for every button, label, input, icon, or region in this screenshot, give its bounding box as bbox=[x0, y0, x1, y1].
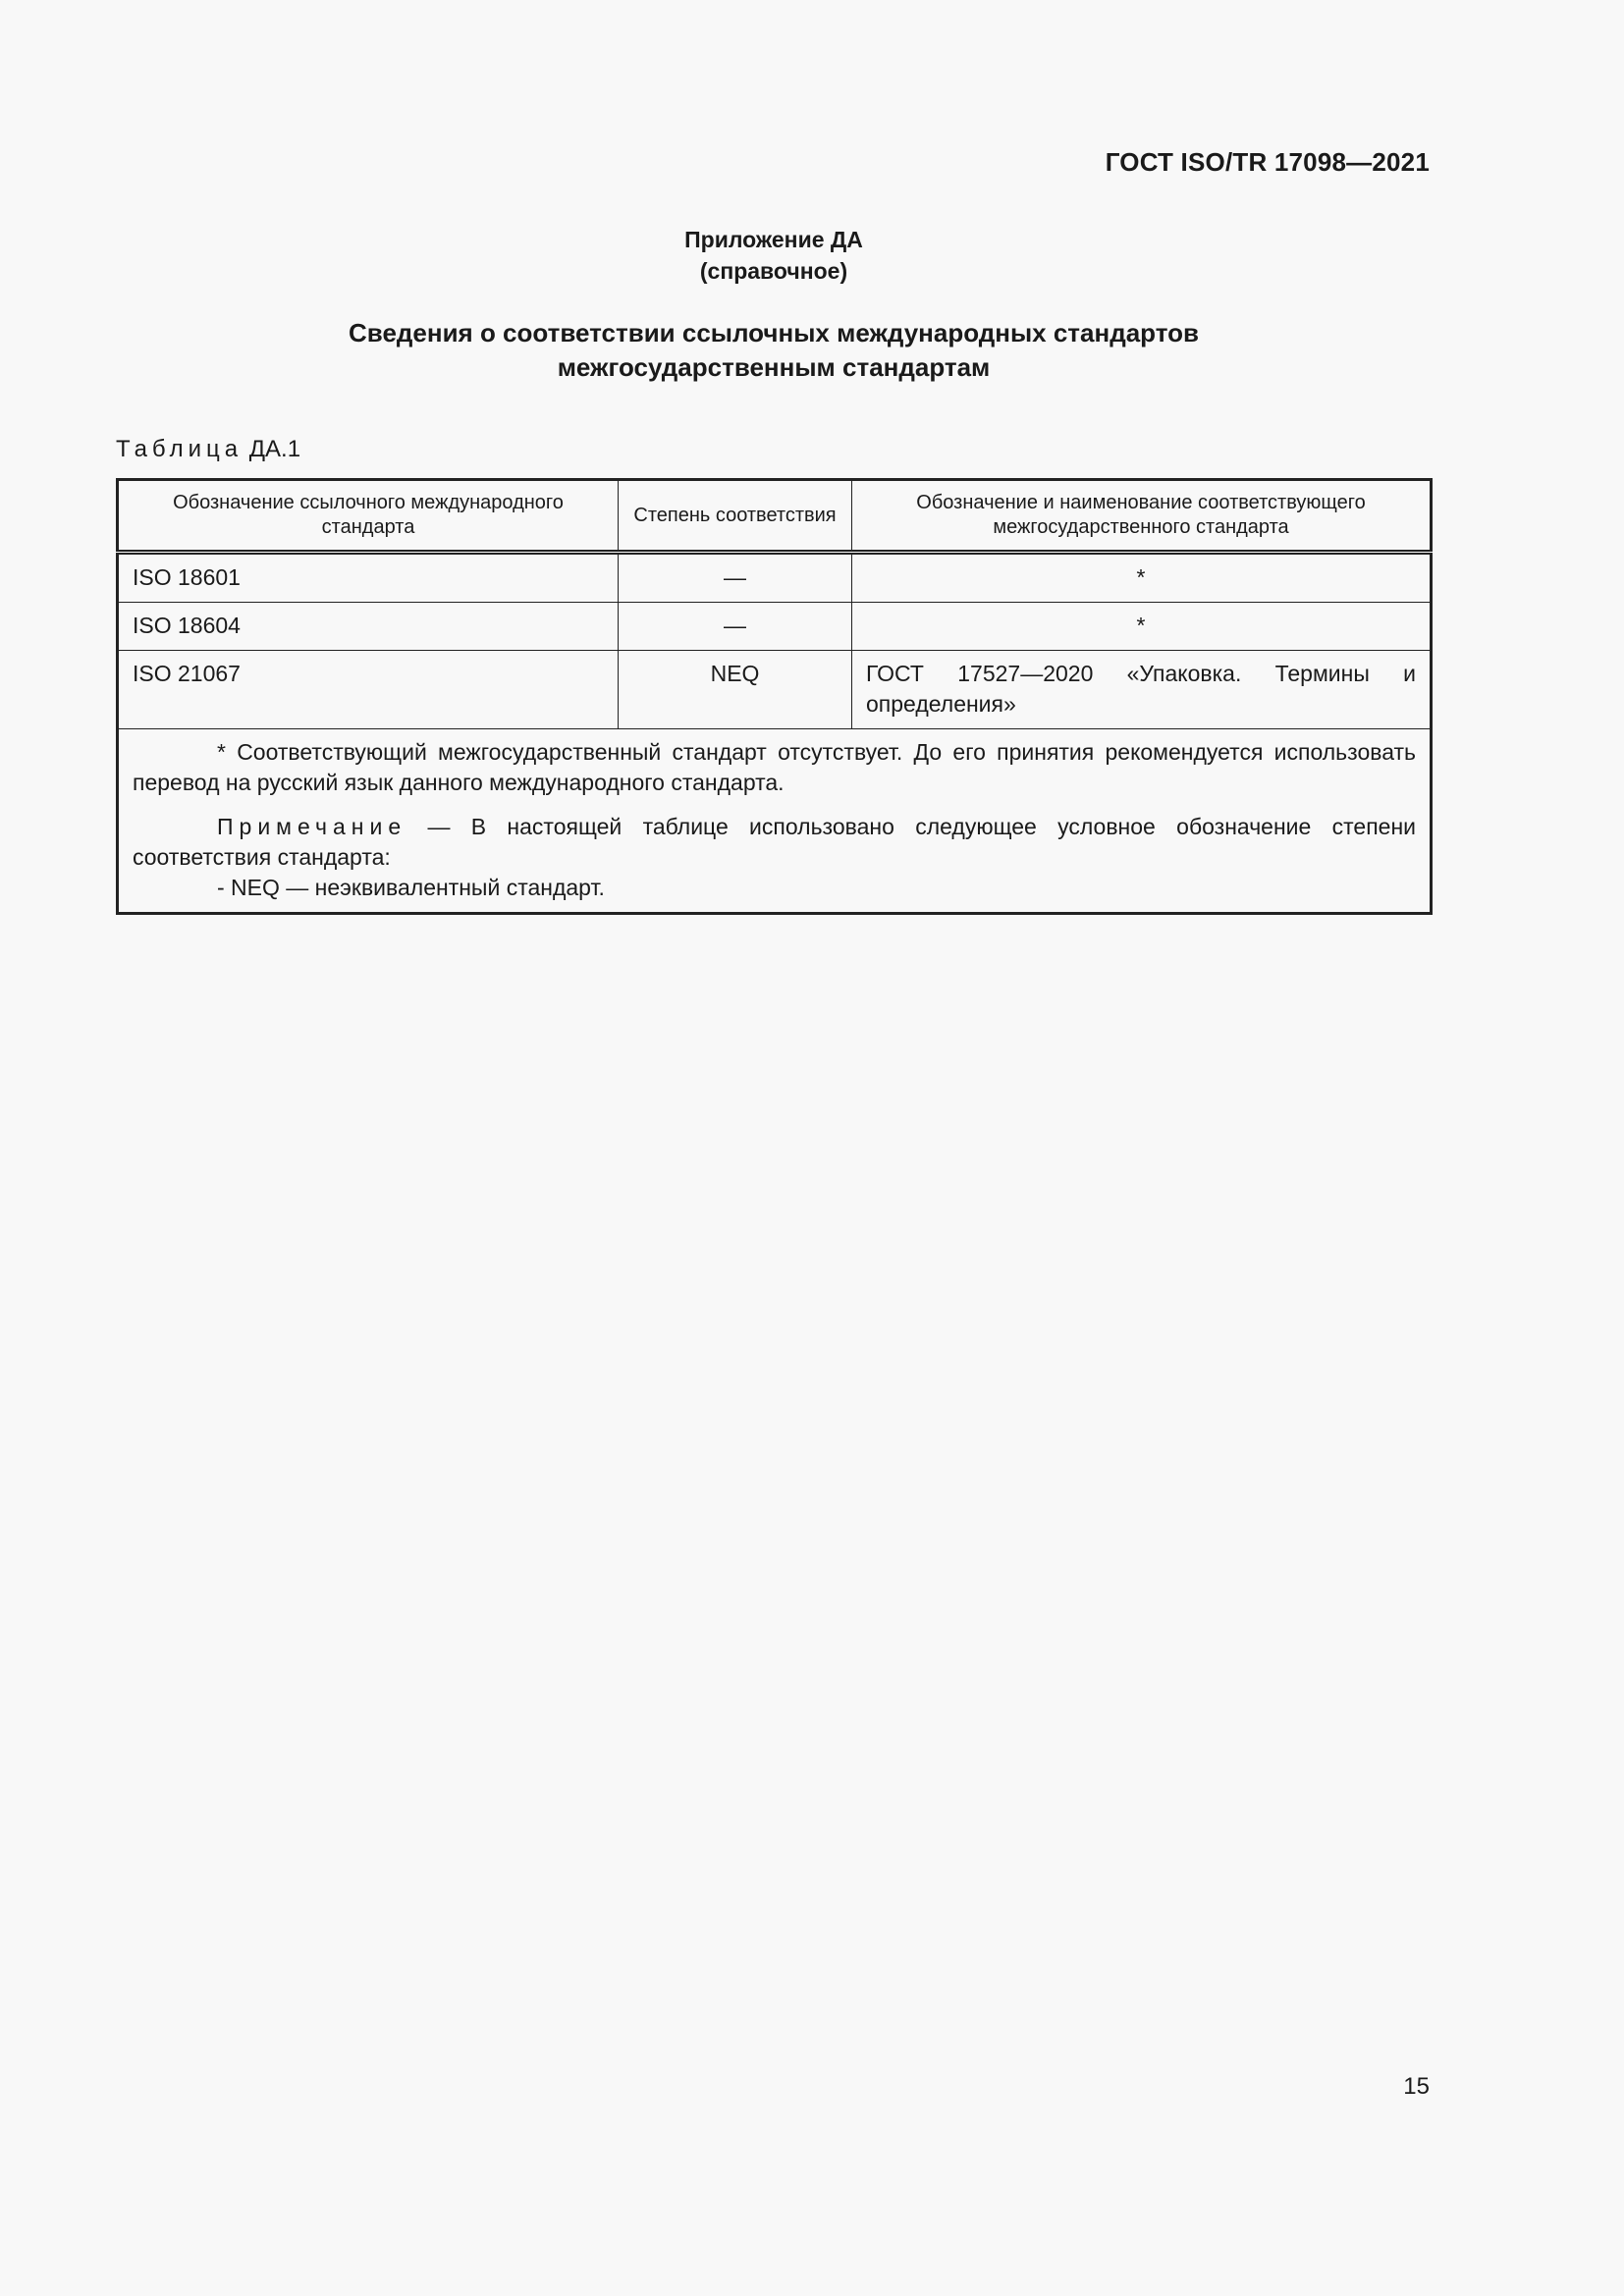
section-title-line-2: межгосударственным стандартам bbox=[557, 352, 991, 382]
table-caption-number: ДА.1 bbox=[248, 436, 301, 462]
table-row bbox=[118, 603, 1432, 651]
cell-intl-standard: ISO 18604 bbox=[118, 603, 619, 651]
appendix-title: Приложение ДА bbox=[684, 227, 863, 252]
table-footnote: * Соответствующий межгосударственный стандарт отсутствует. До его принятия рекомендуется использовать перевод на русский язык данного международного стандарта. bbox=[133, 739, 1416, 795]
header-national-standard: Обозначение и наименование соответствующего межгосударственного стандарта bbox=[852, 480, 1432, 553]
cell-intl-standard: ISO 21067 bbox=[118, 651, 619, 729]
section-title-line-1: Сведения о соответствии ссылочных международных стандартов bbox=[349, 318, 1199, 347]
cell-intl-standard: ISO 18601 bbox=[118, 553, 619, 603]
note-label: Примечание bbox=[217, 814, 407, 839]
cell-degree: — bbox=[619, 603, 852, 651]
table-row bbox=[118, 553, 1432, 603]
table-notes bbox=[118, 729, 1432, 914]
cell-national-standard: * bbox=[852, 553, 1432, 603]
table-caption bbox=[116, 436, 300, 463]
table-notes-row bbox=[118, 729, 1432, 914]
cell-national-standard: ГОСТ 17527—2020 «Упаковка. Термины и определения» bbox=[852, 651, 1432, 729]
standards-correspondence-table bbox=[116, 478, 1433, 915]
note-list-item: - NEQ — неэквивалентный стандарт. bbox=[217, 875, 605, 900]
section-title bbox=[0, 316, 1547, 385]
cell-degree: — bbox=[619, 553, 852, 603]
header-degree: Степень соответствия bbox=[619, 480, 852, 553]
note-text: — В настоящей таблице использовано следующее условное обозначение степени соответствия стандарта: bbox=[133, 814, 1416, 870]
cell-degree: NEQ bbox=[619, 651, 852, 729]
table-row bbox=[118, 651, 1432, 729]
header-international-standard: Обозначение ссылочного международного стандарта bbox=[118, 480, 619, 553]
table-header-row bbox=[118, 480, 1432, 553]
table-caption-label: Таблица bbox=[116, 436, 244, 462]
table-note bbox=[133, 812, 1416, 873]
cell-national-standard: * bbox=[852, 603, 1432, 651]
appendix-heading bbox=[0, 224, 1547, 287]
appendix-subtitle: (справочное) bbox=[699, 258, 848, 284]
document-code: ГОСТ ISO/TR 17098—2021 bbox=[1105, 147, 1430, 177]
page-number: 15 bbox=[1403, 2073, 1430, 2100]
